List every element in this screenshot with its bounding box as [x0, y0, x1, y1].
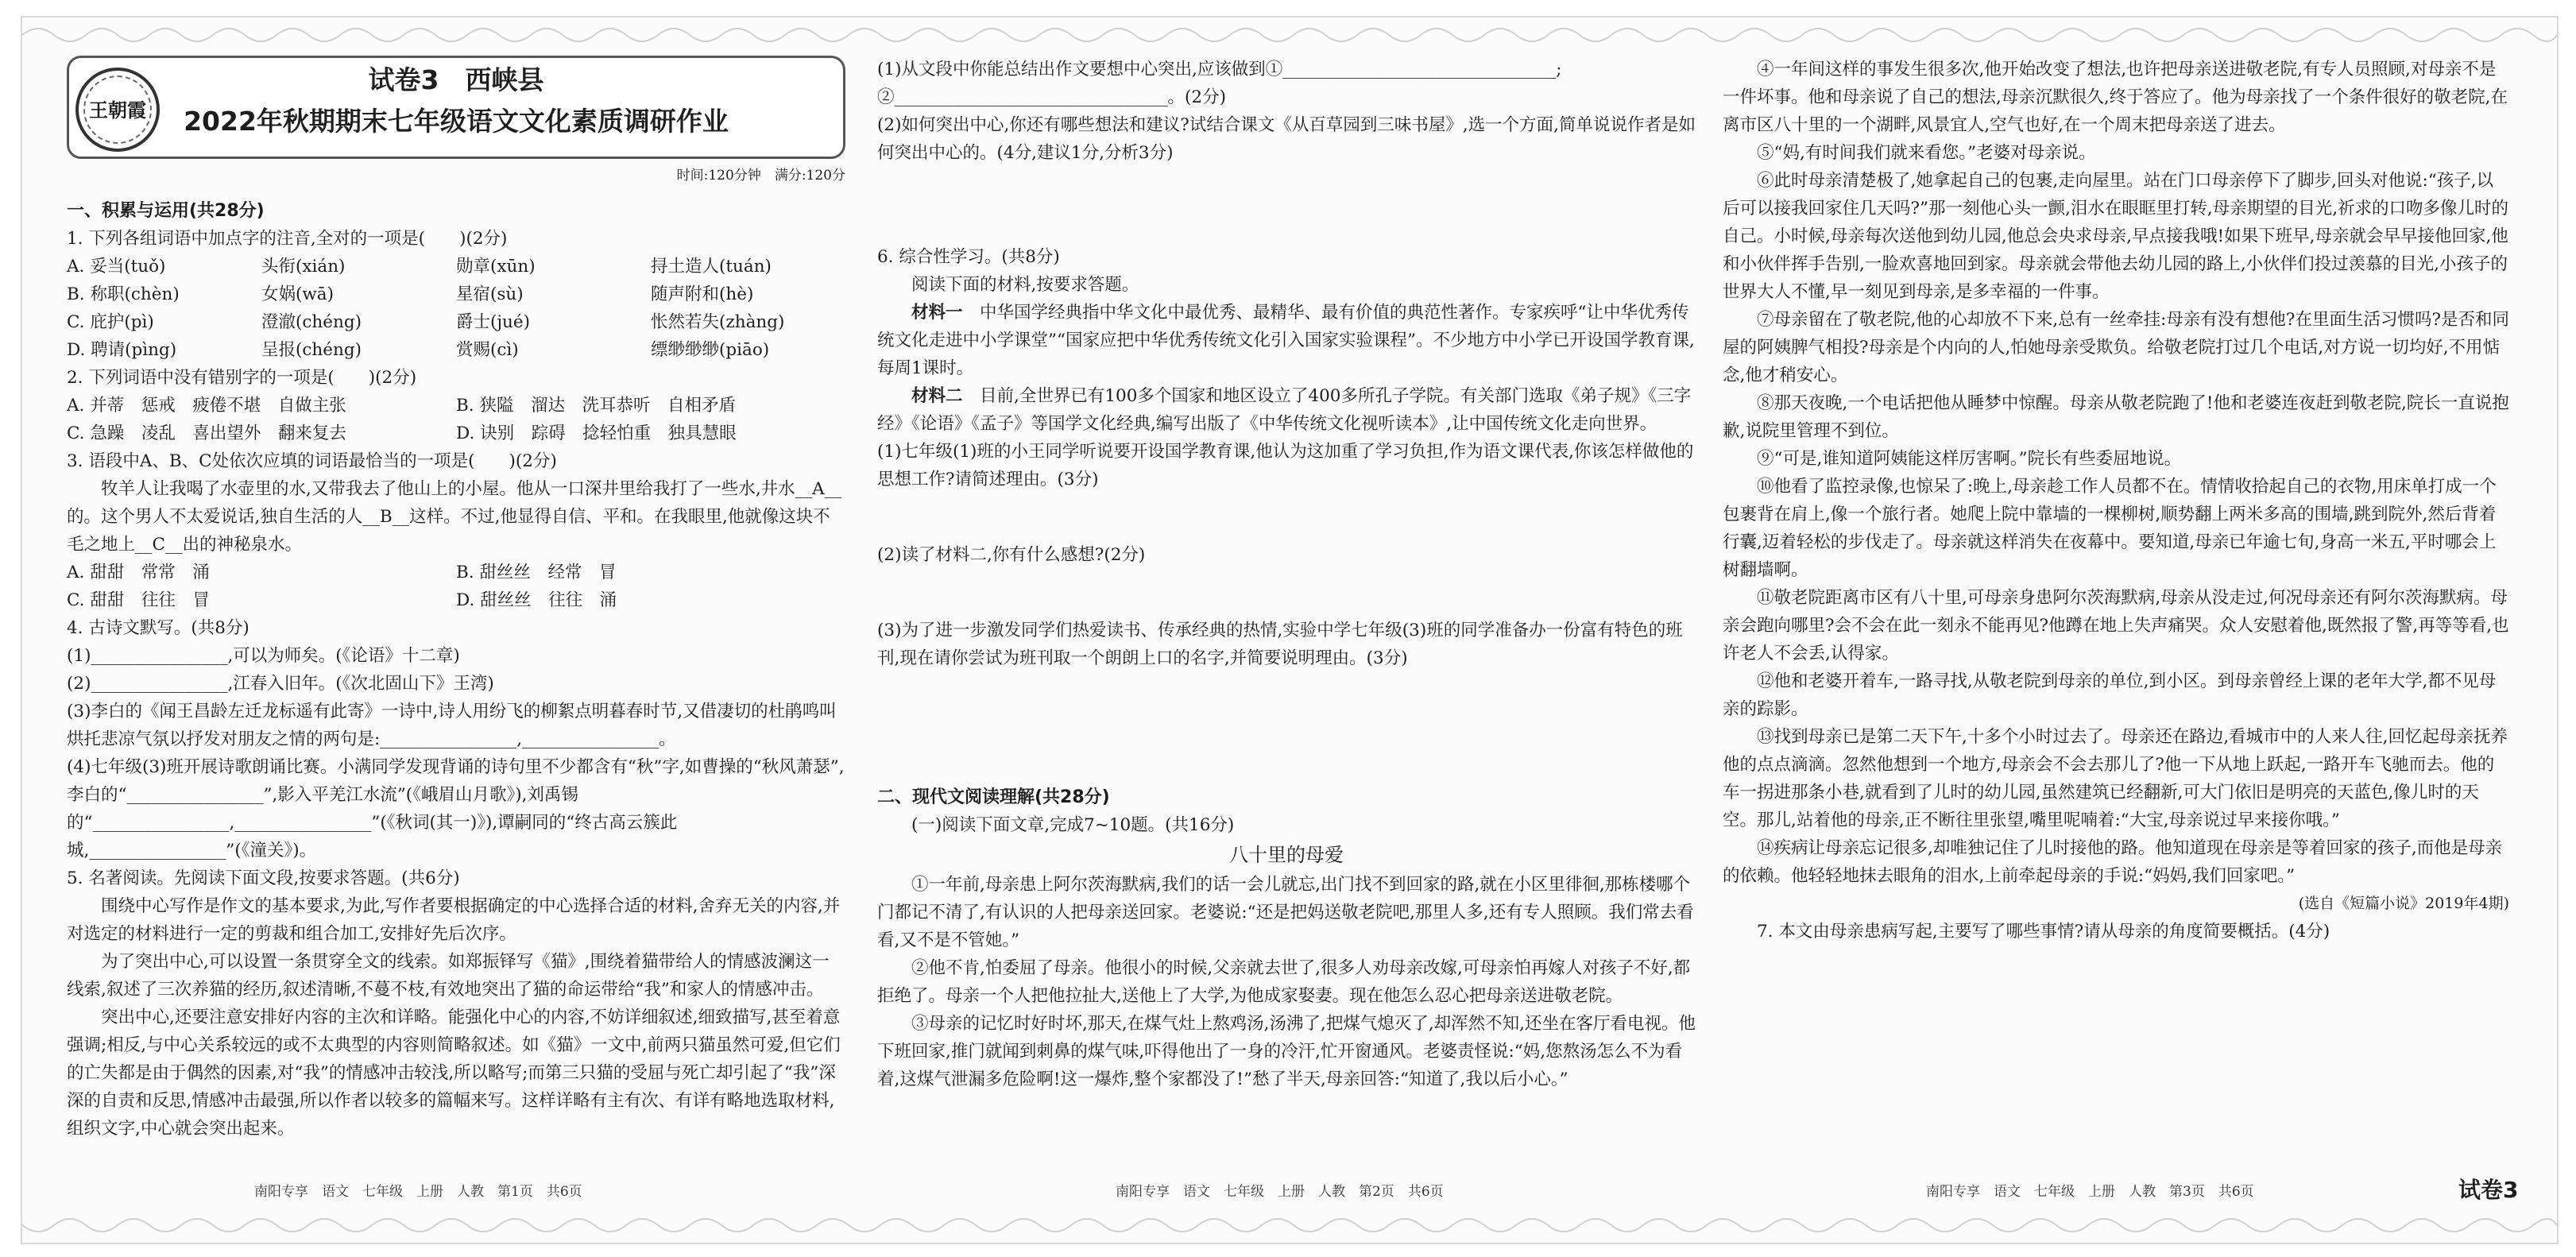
question-5-paragraph: 围绕中心写作是作文的基本要求,为此,写作者要根据确定的中心选择合适的材料,舍弃无关的内容,并对选定的材料进行一定的剪裁和组合加工,安排好先后次序。	[67, 896, 841, 944]
story-paragraph: ④一年间这样的事发生很多次,他开始改变了想法,也许把母亲送进敬老院,有专人员照顾,对母亲不是一件坏事。他和母亲说了自己的想法,母亲沉默很久,终于答应了。他为母亲找了一个条件很好的敬老院,在离市区八十里的一个湖畔,风景宜人,空气也好,在一个周末把母亲送了进去。	[1723, 60, 2508, 135]
answer-space[interactable]	[877, 493, 1696, 541]
answer-space[interactable]	[877, 569, 1696, 617]
section-heading: 一、积累与运用(共28分)	[67, 201, 265, 221]
question-1: 1. 下列各组词语中加点字的注音,全对的一项是( )(2分)	[67, 229, 508, 249]
story-paragraph: ⑤“妈,有时间我们就来看您。”老婆对母亲说。	[1757, 143, 2096, 163]
exam-header	[67, 56, 845, 159]
page-footer-2: 南阳专享 语文 七年级 上册 人教 第2页 共6页	[1116, 1184, 1444, 1200]
story-paragraph: ⑬找到母亲已是第二天下午,十多个小时过去了。母亲还在路边,看城市中的人来人往,回忆起母亲抚养他的点点滴滴。忽然他想到一个地方,母亲会不会去那儿了?他一下从地上跃起,一路开车飞驰而去。他的车一拐进那条小巷,就看到了儿时的幼儿园,虽然建筑已经翻新,可大门依旧是明亮的天蓝色,像儿时的天空。那儿,站着他的母亲,正不断往里张望,嘴里呢喃着:“大宝,母亲说过早来接你哦。”	[1723, 727, 2508, 830]
story-paragraph: ⑧那天夜晚,一个电话把他从睡梦中惊醒。母亲从敬老院跑了!他和老婆连夜赶到敬老院,院长一直说抱歉,说院里管理不到位。	[1723, 393, 2509, 441]
question-6-1: (1)七年级(1)班的小王同学听说要开设国学教育课,他认为这加重了学习负担,作为语文课代表,你该怎样做他的思想工作?请简述理由。(3分)	[877, 442, 1694, 489]
option-text: 头衔(xián)	[261, 257, 346, 277]
exam-title: 试卷3 西峡县	[368, 64, 544, 95]
story-paragraph: ⑥此时母亲清楚极了,她拿起自己的包裹,走向屋里。站在门口母亲停下了脚步,回头对他说:“孩子,以后可以接我回家住几天吗?”那一刻他心头一颤,泪水在眼眶里打转,母亲期望的目光,祈求的口吻多像儿时的自己。小时候,母亲每次送他到幼儿园,他总会央求母亲,早点接我哦!如果下班早,母亲就会早早接他回家,他和小伙伴挥手告别,一脸欢喜地回到家。母亲就会带他去幼儿园的路上,小伙伴们投过羡慕的目光,小孩子的世界大人不懂,早一刻见到母亲,是多幸福的一件事。	[1723, 171, 2509, 302]
option-text: B. 称职(chèn)	[67, 284, 180, 304]
story-paragraph: ⑩他看了监控录像,也惊呆了:晚上,母亲趁工作人员都不在。情情收拾起自己的衣物,用床单打成一个包裹背在肩上,像一个旅行者。她爬上院中靠墙的一棵柳树,顺势翻上两米多高的围墙,跳到院外,然后背着行囊,迈着轻松的步伐走了。母亲就这样消失在夜幕中。要知道,母亲已年逾七旬,身高一米五,平时哪会上树翻墙啊。	[1723, 477, 2497, 580]
option-text: A. 甜甜 常常 涌	[67, 563, 210, 582]
question-4-4: (4)七年级(3)班开展诗歌朗诵比赛。小满同学发现背诵的诗句里不少都含有“秋”字,如曹操的“秋风萧瑟”,李白的“________________”,影入平羌江水流”(《峨眉山月歌》),刘禹锡的“________________,________________”(《秋词(其一)》),谭嗣同的“终古高云簇此城,________________”(《潼关》)。	[67, 757, 845, 861]
page-column-3	[1723, 56, 2509, 1176]
option-text: 星宿(sù)	[456, 284, 524, 304]
question-3-options	[67, 559, 845, 614]
question-4-1: (1)________________,可以为师矣。(《论语》十二章)	[67, 646, 460, 666]
question-5-paragraph: 为了突出中心,可以设置一条贯穿全文的线索。如郑振铎写《猫》,围绕着猫带给人的情感波澜这一线索,叙述了三次养猫的经历,叙述清晰,不蔓不枝,有效地突出了猫的命运带给“我”和家人的情感冲击。	[67, 952, 830, 1000]
question-4-2: (2)________________,江春入旧年。(《次北固山下》王湾)	[67, 674, 494, 694]
question-3: 3. 语段中A、B、C处依次应填的词语最恰当的一项是( )(2分)	[67, 451, 557, 471]
option-text: C. 庇护(pì)	[67, 312, 154, 332]
question-2: 2. 下列词语中没有错别字的一项是( )(2分)	[67, 368, 417, 388]
brand-logo-text: 王朝霞	[89, 98, 146, 122]
answer-space[interactable]	[877, 167, 1696, 243]
story-paragraph: ⑪敬老院距离市区有八十里,可母亲身患阿尔茨海默病,母亲从没走过,何况母亲还有阿尔茨海默病。母亲会跑向哪里?会不会在此一刻永不能再见?他蹲在地上失声痛哭。众人安慰着他,既然报了警,再等等看,也许老人不会丢,认得家。	[1723, 588, 2509, 663]
story-paragraph: ⑫他和老婆开着车,一路寻找,从敬老院到母亲的单位,到小区。到母亲曾经上课的老年大学,都不见母亲的踪影。	[1723, 671, 2497, 719]
option-text: 缥缈缈缈(piāo)	[651, 340, 770, 360]
section-heading: 二、现代文阅读理解(共28分)	[877, 787, 1110, 807]
story-source: (选自《短篇小说》2019年4期)	[2298, 895, 2509, 912]
option-text: D. 甜丝丝 往往 涌	[456, 590, 617, 610]
exam-subtitle: 2022年秋期期末七年级语文文化素质调研作业	[184, 106, 729, 137]
material-1-label: 材料一	[911, 303, 963, 323]
option-text: D. 聘请(pìng)	[67, 340, 177, 360]
page-column-1	[67, 56, 845, 1176]
page-footer-1: 南阳专享 语文 七年级 上册 人教 第1页 共6页	[254, 1184, 582, 1200]
option-text: C. 甜甜 往往 冒	[67, 590, 210, 610]
material-1	[877, 299, 1696, 382]
material-2-label: 材料二	[911, 386, 963, 406]
question-5-1b: ②________________________________。(2分)	[877, 87, 1226, 107]
question-7: 7. 本文由母亲患病写起,主要写了哪些事情?请从母亲的角度简要概括。(4分)	[1757, 922, 2330, 942]
story-paragraph: ③母亲的记忆时好时坏,那天,在煤气灶上熬鸡汤,汤沸了,把煤气熄灭了,却浑然不知,还坐在客厅看电视。他下班回家,推门就闻到刺鼻的煤气味,吓得他出了一身的冷汗,忙开窗通风。老婆责怪说:“妈,您熬汤怎么不为看着,这煤气泄漏多危险啊!这一爆炸,整个家都没了!”愁了半天,母亲回答:“知道了,我以后小心。”	[877, 1014, 1696, 1089]
option-text: 赏赐(cì)	[456, 340, 519, 360]
option-text: D. 诀别 踪碍 捻轻怕重 独具慧眼	[456, 424, 737, 443]
story-paragraph: ⑦母亲留在了敬老院,他的心却放不下来,总有一丝牵挂:母亲有没有想他?在里面生活习惯吗?是否和同屋的阿姨脾气相投?母亲是个内向的人,怕她母亲受欺负。给敬老院打过几个电话,对方说一切均好,不用惦念,他才稍安心。	[1723, 310, 2509, 385]
story-paragraph: ①一年前,母亲患上阿尔茨海默病,我们的话一会儿就忘,出门找不到回家的路,就在小区里徘徊,那栋楼哪个门都记不清了,有认识的人把母亲送回家。老婆说:“还是把妈送敬老院吧,那里人多,还有专人照顾。我们常去看看,又不是不管她。”	[877, 875, 1694, 950]
option-text: 澄澈(chéng)	[261, 312, 362, 332]
option-text: 爵士(jué)	[456, 312, 531, 332]
top-wave-border	[22, 17, 2557, 52]
story-paragraph: ②他不肯,怕委屈了母亲。他很小的时候,父亲就去世了,很多人劝母亲改嫁,可母亲怕再嫁人对孩子不好,都拒绝了。母亲一个人把他拉扯大,送他上了大学,为他成家娶妻。现在他怎么忍心把母亲送进敬老院。	[877, 958, 1691, 1006]
question-4-3: (3)李白的《闻王昌龄左迁龙标遥有此寄》一诗中,诗人用纷飞的柳絮点明暮春时节,又借凄切的杜鹃鸣叫烘托悲凉气氛以抒发对朋友之情的两句是:________________,________________。	[67, 702, 837, 749]
page-footer-3: 南阳专享 语文 七年级 上册 人教 第3页 共6页	[1926, 1184, 2254, 1200]
question-5-2: (2)如何突出中心,你还有哪些想法和建议?试结合课文《从百草园到三味书屋》,选一个方面,简单说说作者是如何突出中心的。(4分,建议1分,分析3分)	[877, 115, 1696, 163]
answer-space[interactable]	[877, 672, 1696, 783]
story-title: 八十里的母爱	[1229, 844, 1344, 866]
question-6: 6. 综合性学习。(共8分)	[877, 247, 1060, 267]
question-5-1a: (1)从文段中你能总结出作文要想中心突出,应该做到①________________________________;	[877, 60, 1562, 79]
question-4: 4. 古诗文默写。(共8分)	[67, 618, 249, 638]
question-6-3: (3)为了进一步激发同学们热爱读书、传承经典的热情,实验中学七年级(3)班的同学准备办一份富有特色的班刊,现在请你尝试为班刊取一个朗朗上口的名字,并简要说明理由。(3分)	[877, 621, 1683, 668]
question-1-options	[67, 253, 845, 364]
bottom-wave-border	[22, 1208, 2557, 1243]
option-text: A. 并蒂 惩戒 疲倦不堪 自做主张	[67, 396, 346, 416]
material-2	[877, 382, 1696, 438]
option-text: A. 妥当(tuǒ)	[67, 257, 166, 277]
story-paragraph: ⑭疾病让母亲忘记很多,却唯独记住了儿时接他的路。他知道现在母亲是等着回家的孩子,而他是母亲的依赖。他轻轻地抹去眼角的泪水,上前牵起母亲的手说:“妈妈,我们回家吧。”	[1723, 838, 2503, 886]
question-6-intro: 阅读下面的材料,按要求答题。	[911, 275, 1139, 295]
option-text: C. 急躁 凌乱 喜出望外 翻来复去	[67, 424, 346, 443]
question-5-paragraph: 突出中心,还要注意安排好内容的主次和详略。能强化中心的内容,不妨详细叙述,细致描写,甚至着意强调;相反,与中心关系较远的或不太典型的内容则简略叙述。如《猫》一文中,前两只猫虽然可爱,但它们的亡失都是由于偶然的因素,对“我”的情感冲击较浅,所以略写;而第三只猫的受屈与死亡却引起了“我”深深的自责和反思,情感冲击最强,所以作者以较多的篇幅来写。这样详略有主有次、有详有略地选取材料,组织文字,中心就会突出起来。	[67, 1008, 841, 1139]
material-2-text: 目前,全世界已有100多个国家和地区设立了400多所孔子学院。有关部门选取《弟子规》《三字经》《论语》《孟子》等国学文化经典,编写出版了《中华传统文化视听读本》,让中国传统文化走向世界。	[877, 386, 1692, 434]
option-text: 勋章(xūn)	[456, 257, 536, 277]
option-text: B. 甜丝丝 经常 冒	[456, 563, 617, 582]
question-6-2: (2)读了材料二,你有什么感想?(2分)	[877, 545, 1146, 565]
reading-instruction: (一)阅读下面文章,完成7~10题。(共16分)	[911, 815, 1235, 835]
exam-time-score: 时间:120分钟 满分:120分	[676, 168, 845, 184]
option-text: 怅然若失(zhàng)	[651, 312, 785, 332]
option-text: B. 狭隘 溜达 洗耳恭听 自相矛盾	[456, 396, 736, 416]
option-text: 呈报(chéng)	[261, 340, 362, 360]
exam-number-corner: 试卷3	[2458, 1177, 2519, 1203]
page-column-2	[877, 56, 1696, 1176]
option-text: 随声附和(hè)	[651, 284, 754, 304]
question-5: 5. 名著阅读。先阅读下面文段,按要求答题。(共6分)	[67, 868, 460, 888]
option-text: 挦土造人(tuán)	[651, 257, 772, 277]
question-2-options	[67, 392, 845, 447]
option-text: 女娲(wā)	[261, 284, 334, 304]
material-1-text: 中华国学经典指中华文化中最优秀、最精华、最有价值的典范性著作。专家疾呼“让中华优秀传统文化走进中小学课堂”“国家应把中华优秀传统文化引入国家实验课程”。不少地方中小学已开设国学教育课,每周1课时。	[877, 303, 1695, 378]
story-paragraph: ⑨“可是,谁知道阿姨能这样厉害啊。”院长有些委屈地说。	[1757, 449, 2182, 469]
question-3-passage: 牧羊人让我喝了水壶里的水,又带我去了他山上的小屋。他从一口深井里给我打了一些水,井水__A__的。这个男人不太爱说话,独自生活的人__B__这样。不过,他显得自信、平和。在我眼里,他就像这块不毛之地上__C__出的神秘泉水。	[67, 479, 842, 555]
